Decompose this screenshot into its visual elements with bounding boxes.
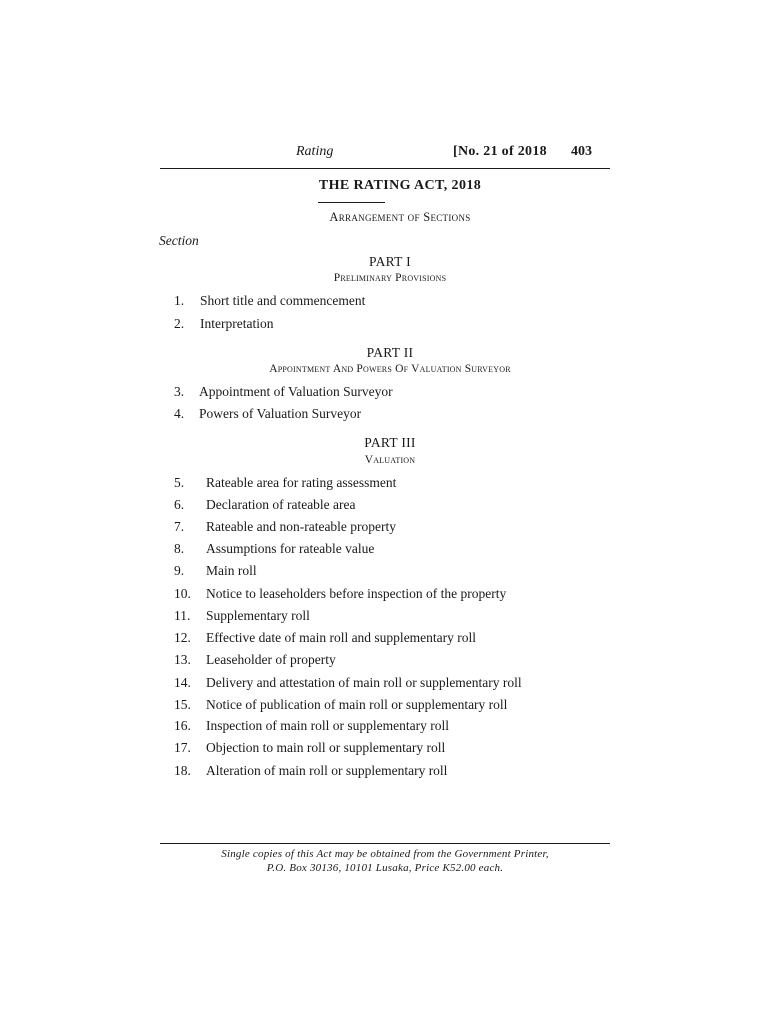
item-text: Alteration of main roll or supplementary roll <box>206 763 448 778</box>
item-number: 12. <box>174 630 191 645</box>
header-rule <box>160 168 610 169</box>
section-label: Section <box>159 233 199 248</box>
item-text: Declaration of rateable area <box>206 497 356 512</box>
item-number: 4. <box>174 406 185 421</box>
item-text: Interpretation <box>200 316 274 331</box>
item-number: 14. <box>174 675 191 690</box>
item-text: Objection to main roll or supplementary roll <box>206 740 446 755</box>
toc-item <box>160 740 610 758</box>
item-number: 10. <box>174 586 191 601</box>
toc-item <box>160 497 610 515</box>
toc-item <box>160 519 610 537</box>
toc-item <box>160 763 610 781</box>
page-number: 403 <box>571 144 592 159</box>
item-text: Notice to leaseholders before inspection of the property <box>206 586 507 601</box>
item-number: 11. <box>174 608 191 623</box>
item-text: Supplementary roll <box>206 608 310 623</box>
item-number: 2. <box>174 316 185 331</box>
footer-line-2: P.O. Box 30136, 10101 Lusaka, Price K52.00 each. <box>266 862 504 874</box>
item-number: 18. <box>174 763 191 778</box>
part-1-title: PART I <box>369 254 411 269</box>
item-text: Notice of publication of main roll or supplementary roll <box>206 697 508 712</box>
item-text: Appointment of Valuation Surveyor <box>199 384 393 399</box>
item-number: 9. <box>174 563 185 578</box>
item-text: Powers of Valuation Surveyor <box>199 406 362 421</box>
item-text: Inspection of main roll or supplementary roll <box>206 718 449 733</box>
item-number: 3. <box>174 384 185 399</box>
toc-item <box>160 718 610 736</box>
title-rule <box>318 202 385 203</box>
toc-item <box>160 697 610 715</box>
toc-item <box>160 316 610 334</box>
part-2-subtitle: Appointment And Powers Of Valuation Surveyor <box>269 363 511 375</box>
item-text: Effective date of main roll and supplementary roll <box>206 630 477 645</box>
arrangement-heading: Arrangement of Sections <box>329 210 471 224</box>
item-number: 5. <box>174 475 185 490</box>
toc-item <box>160 293 610 311</box>
item-text: Delivery and attestation of main roll or supplementary roll <box>206 675 522 690</box>
item-text: Main roll <box>206 563 257 578</box>
item-text: Rateable area for rating assessment <box>206 475 397 490</box>
item-number: 17. <box>174 740 191 755</box>
item-number: 1. <box>174 293 185 308</box>
item-number: 8. <box>174 541 185 556</box>
item-text: Short title and commencement <box>200 293 366 308</box>
toc-item <box>160 608 610 626</box>
item-number: 13. <box>174 652 191 667</box>
part-2-title: PART II <box>366 345 414 360</box>
toc-item <box>160 475 610 493</box>
item-number: 15. <box>174 697 191 712</box>
item-text: Leaseholder of property <box>206 652 336 667</box>
toc-item <box>160 586 610 604</box>
toc-item <box>160 384 610 402</box>
act-number: [No. 21 of 2018 <box>453 144 547 159</box>
item-number: 16. <box>174 718 191 733</box>
item-text: Assumptions for rateable value <box>206 541 375 556</box>
toc-item <box>160 675 610 693</box>
part-3-subtitle: Valuation <box>364 454 416 466</box>
part-1-subtitle: Preliminary Provisions <box>333 272 447 284</box>
toc-item <box>160 541 610 559</box>
item-number: 6. <box>174 497 185 512</box>
act-title: THE RATING ACT, 2018 <box>318 178 482 193</box>
toc-item <box>160 652 610 670</box>
running-title: Rating <box>296 144 334 159</box>
toc-item <box>160 406 610 424</box>
toc-item <box>160 563 610 581</box>
footer-line-1: Single copies of this Act may be obtained from the Government Printer, <box>221 848 549 860</box>
footer-rule <box>160 843 610 844</box>
item-text: Rateable and non-rateable property <box>206 519 397 534</box>
toc-item <box>160 630 610 648</box>
part-3-title: PART III <box>364 435 416 450</box>
item-number: 7. <box>174 519 185 534</box>
